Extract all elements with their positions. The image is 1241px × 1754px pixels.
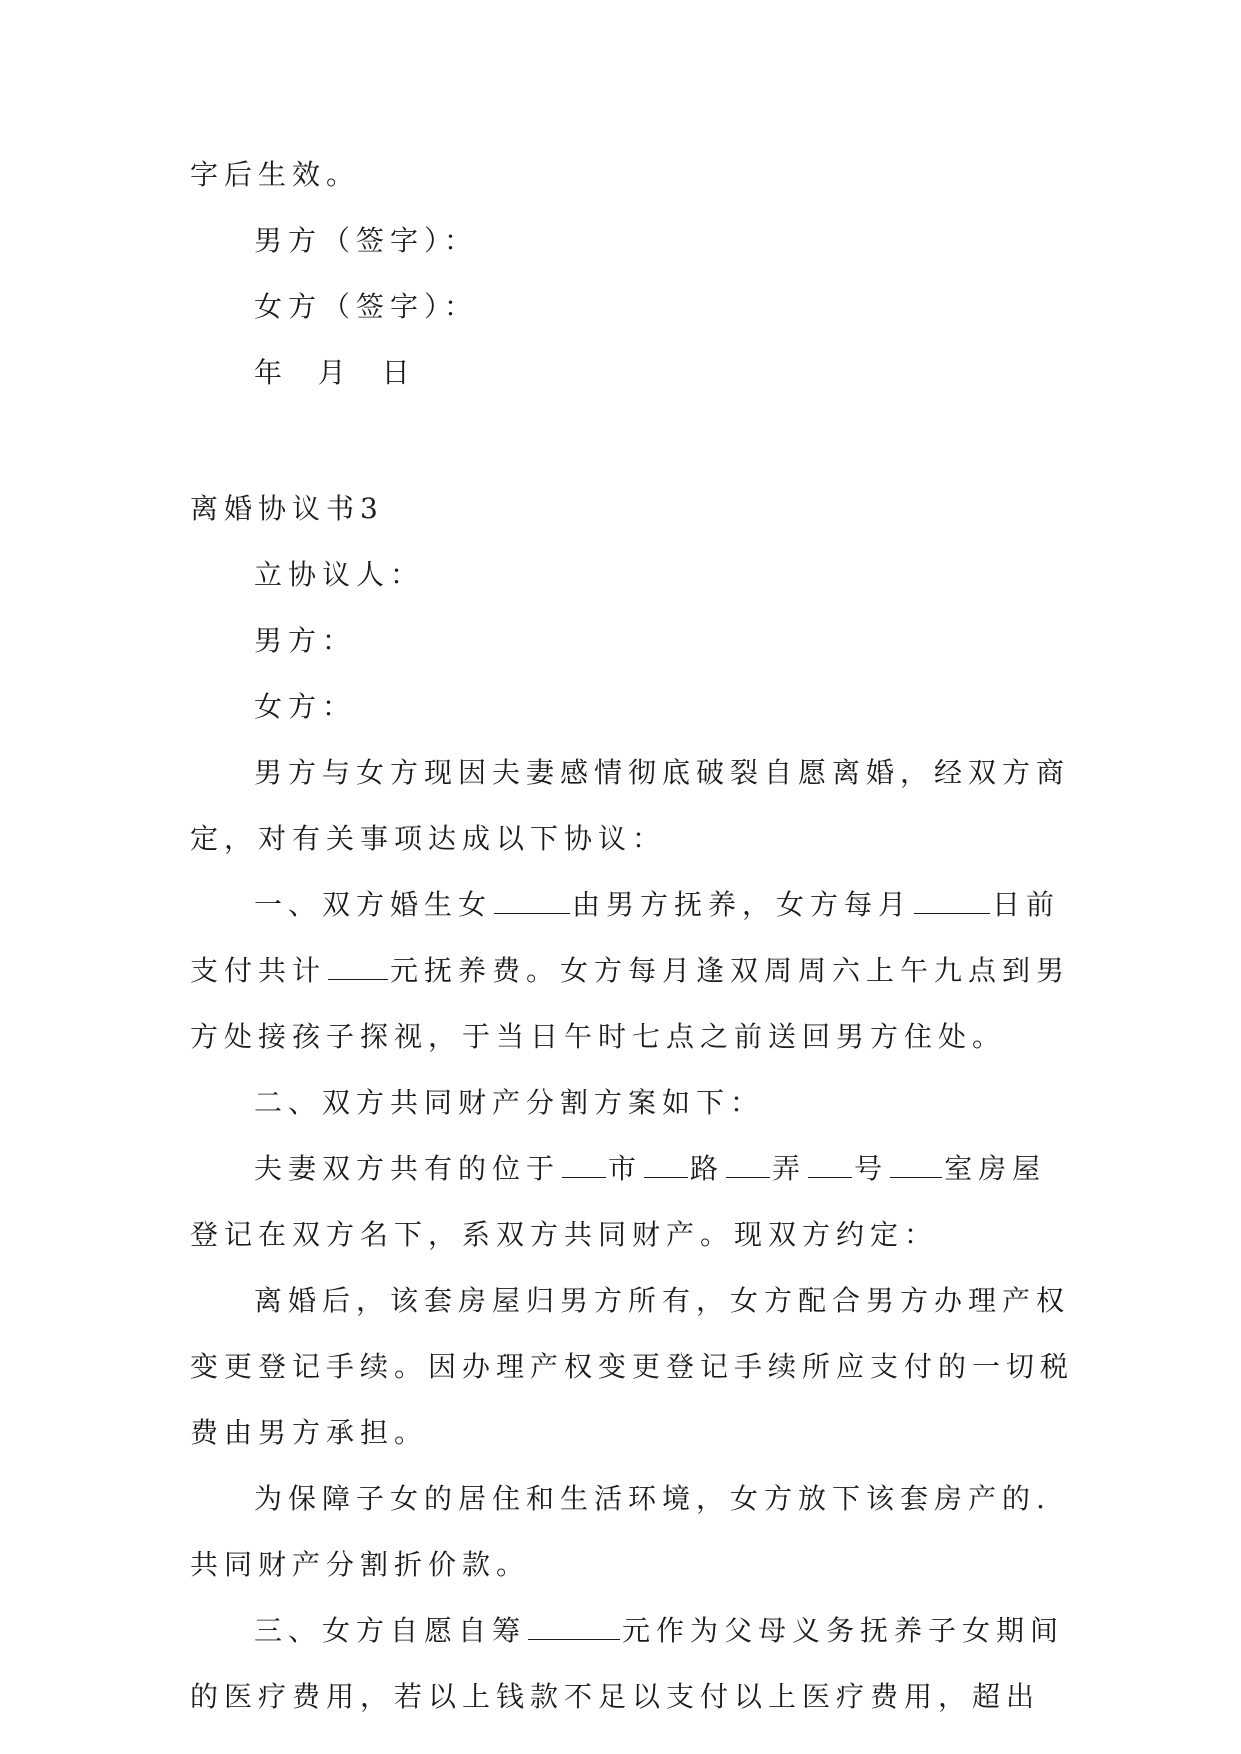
article-1-line-1 — [190, 886, 1061, 924]
blank-room — [890, 1151, 942, 1178]
blank-number — [808, 1151, 852, 1178]
blank-payment-day — [914, 887, 990, 914]
article-3-line-2: 的医疗费用，若以上钱款不足以支付以上医疗费用，超出 — [190, 1680, 1041, 1713]
blank-lane — [726, 1151, 770, 1178]
blank-road — [644, 1151, 688, 1178]
male-signature-line: 男方（签字）： — [254, 224, 479, 257]
parties-label: 立协议人： — [254, 558, 425, 591]
date-line: 年 月 日 — [254, 356, 416, 389]
blank-medical-amount — [528, 1613, 620, 1640]
male-label: 男方： — [254, 624, 357, 657]
property-lane: 弄 — [772, 1152, 807, 1185]
article-2-house-line-2: 变更登记手续。因办理产权变更登记手续所应支付的一切税 — [190, 1350, 1075, 1383]
property-city: 市 — [608, 1152, 643, 1185]
blank-daughter-name — [494, 887, 570, 914]
article-1-text-c: 日前 — [992, 888, 1061, 921]
female-signature-line: 女方（签字）： — [254, 290, 479, 323]
article-2-house-line-1: 离婚后，该套房屋归男方所有，女方配合男方办理产权 — [254, 1284, 1071, 1317]
female-label: 女方： — [254, 690, 357, 723]
article-1-line-2 — [190, 952, 1071, 990]
article-2-child-line-2: 共同财产分割折价款。 — [190, 1548, 531, 1581]
property-room: 室房屋 — [944, 1152, 1047, 1185]
article-2-property-line-1 — [190, 1150, 1052, 1188]
article-1-text-e: 元抚养费。女方每月逢双周周六上午九点到男 — [390, 954, 1071, 987]
intro-line-1: 男方与女方现因夫妻感情彻底破裂自愿离婚，经双方商 — [254, 756, 1071, 789]
article-3-line-1 — [190, 1612, 1065, 1650]
article-1-text-a: 一、双方婚生女 — [254, 888, 493, 921]
section-title: 离婚协议书3 — [190, 492, 384, 525]
article-3-text-b: 元作为父母义务抚养子女期间 — [622, 1614, 1065, 1647]
article-2-heading: 二、双方共同财产分割方案如下： — [254, 1086, 765, 1119]
property-text-a: 夫妻双方共有的位于 — [254, 1152, 561, 1185]
paragraph-tail: 字后生效。 — [190, 158, 361, 191]
property-road: 路 — [690, 1152, 725, 1185]
blank-support-amount — [328, 953, 388, 980]
intro-line-2: 定，对有关事项达成以下协议： — [190, 822, 667, 855]
article-1-line-3: 方处接孩子探视，于当日午时七点之前送回男方住处。 — [190, 1020, 1007, 1053]
article-1-text-d: 支付共计 — [190, 954, 327, 987]
property-number: 号 — [854, 1152, 889, 1185]
article-2-property-line-2: 登记在双方名下，系双方共同财产。现双方约定： — [190, 1218, 939, 1251]
document-body — [190, 156, 1075, 1744]
blank-city — [562, 1151, 606, 1178]
article-2-house-line-3: 费由男方承担。 — [190, 1416, 429, 1449]
article-2-child-line-1: 为保障子女的居住和生活环境，女方放下该套房产的. — [254, 1482, 1051, 1515]
article-3-text-a: 三、女方自愿自筹 — [254, 1614, 527, 1647]
article-1-text-b: 由男方抚养，女方每月 — [572, 888, 913, 921]
